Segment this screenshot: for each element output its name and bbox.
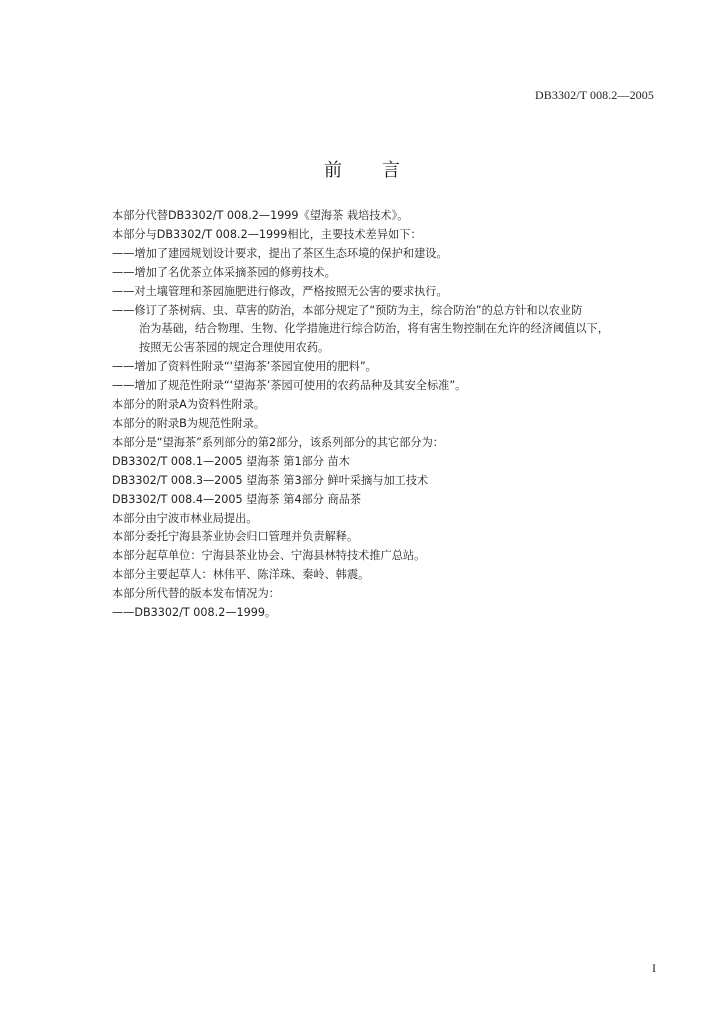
paragraph-line: 本部分委托宁海县茶业协会归口管理并负责解释。	[112, 530, 359, 544]
list-item: ——修订了茶树病、虫、草害的防治，本部分规定了“预防为主，综合防治”的总方针和以农业防	[112, 303, 583, 317]
list-item: ——DB3302/T 008.2—1999。	[112, 606, 277, 620]
list-item: ——对土壤管理和茶园施肥进行修改，严格按照无公害的要求执行。	[112, 284, 448, 298]
paragraph-line: 本部分由宁波市林业局提出。	[112, 511, 258, 525]
page-title: 前言	[324, 160, 440, 181]
paragraph-line: 本部分所代替的版本发布情况为：	[112, 587, 280, 601]
list-item: ——增加了规范性附录“‘望海茶’茶园可使用的农药品种及其安全标准”。	[112, 379, 467, 393]
paragraph-line: 本部分与DB3302/T 008.2—1999相比，主要技术差异如下：	[112, 227, 422, 241]
paragraph-line: 本部分代替DB3302/T 008.2—1999《望海茶 栽培技术》。	[112, 209, 409, 222]
list-item-continuation: 治为基础，结合物理、生物、化学措施进行综合防治，将有害生物控制在允许的经济阈值以下，	[139, 322, 609, 336]
list-item: ——增加了资料性附录“‘望海茶’茶园宜使用的肥料”。	[112, 360, 377, 374]
list-item: ——增加了名优茶立体采摘茶园的修剪技术。	[112, 265, 336, 279]
foreword-body	[112, 207, 664, 623]
paragraph-line: 本部分是“望海茶”系列部分的第2部分，该系列部分的其它部分为：	[112, 435, 444, 449]
document-code: DB3302/T 008.2—2005	[534, 88, 654, 102]
paragraph-line: 本部分的附录A为资料性附录。	[112, 398, 266, 412]
standard-reference: DB3302/T 008.3—2005 望海茶 第3部分 鲜叶采摘与加工技术	[112, 473, 429, 487]
paragraph-line: 本部分的附录B为规范性附录。	[112, 416, 266, 430]
standard-reference: DB3302/T 008.4—2005 望海茶 第4部分 商品茶	[112, 492, 362, 506]
paragraph-line: 本部分主要起草人：林伟平、陈洋珠、秦岭、韩震。	[112, 568, 370, 582]
page-number: I	[652, 961, 656, 975]
standard-reference: DB3302/T 008.1—2005 望海茶 第1部分 苗木	[112, 454, 350, 468]
list-item: ——增加了建园规划设计要求，提出了茶区生态环境的保护和建设。	[112, 246, 448, 260]
paragraph-line: 本部分起草单位：宁海县茶业协会、宁海县林特技术推广总站。	[112, 549, 426, 563]
list-item-continuation: 按照无公害茶园的规定合理使用农药。	[139, 341, 330, 355]
